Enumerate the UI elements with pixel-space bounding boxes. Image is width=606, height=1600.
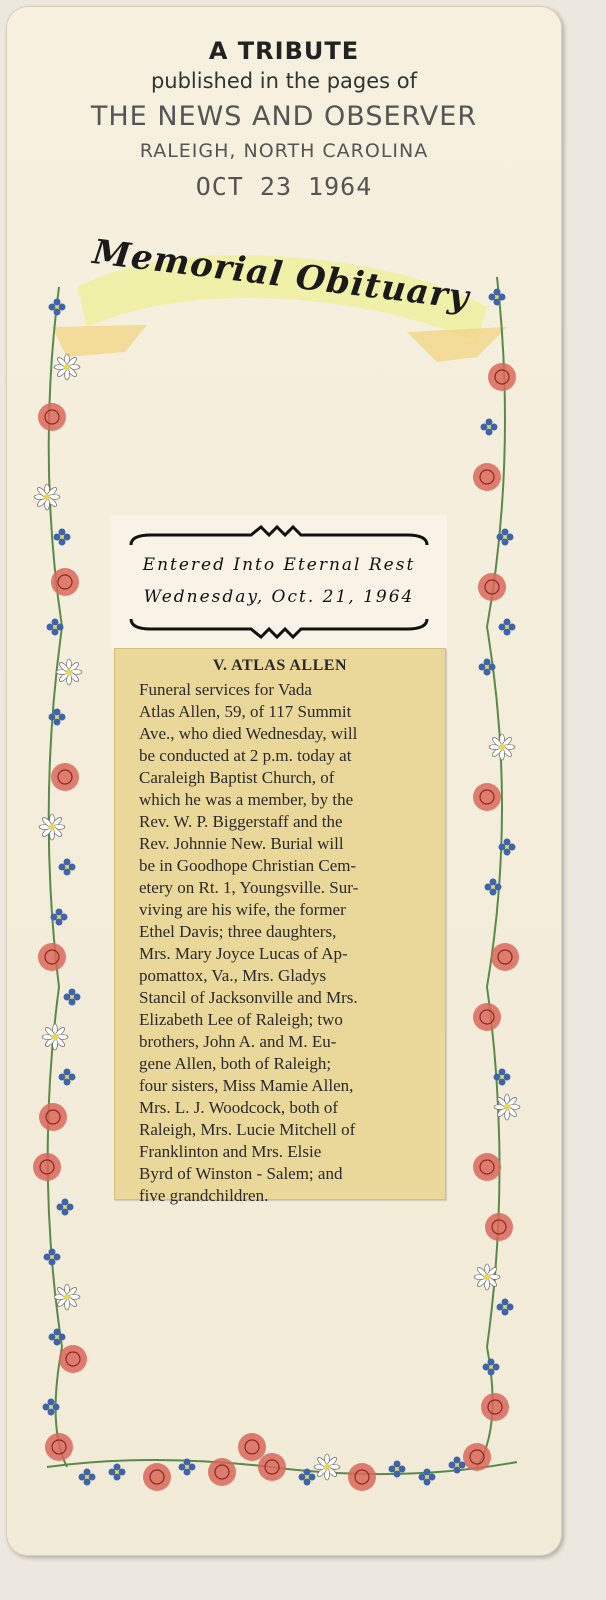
rose-flower bbox=[348, 1463, 376, 1491]
obituary-line: Ave., who died Wednesday, will bbox=[139, 724, 358, 743]
daisy-flower bbox=[42, 1024, 68, 1050]
banner-tail-left bbox=[52, 325, 147, 357]
daisy-flower bbox=[56, 659, 82, 685]
bookmark-card bbox=[6, 6, 562, 1556]
daisy-flower bbox=[54, 354, 80, 380]
rose-flower bbox=[238, 1433, 266, 1461]
rose-flower bbox=[258, 1453, 286, 1481]
rose-flower bbox=[51, 763, 79, 791]
rose-flower bbox=[208, 1458, 236, 1486]
banner-title: Memorial Obituary bbox=[90, 232, 472, 318]
forget-me-not-flower bbox=[419, 1469, 436, 1486]
forget-me-not-flower bbox=[43, 1399, 60, 1416]
rose-flower bbox=[45, 1433, 73, 1461]
notice-line-1: Entered Into Eternal Rest bbox=[142, 555, 416, 575]
obituary-line: Mrs. Mary Joyce Lucas of Ap- bbox=[139, 944, 348, 963]
obituary-line: gene Allen, both of Raleigh; bbox=[139, 1054, 332, 1073]
rose-flower bbox=[491, 943, 519, 971]
daisy-flower bbox=[489, 734, 515, 760]
rose-flower bbox=[39, 1103, 67, 1131]
forget-me-not-flower bbox=[109, 1464, 126, 1481]
obituary-line: which he was a member, by the bbox=[139, 790, 354, 809]
forget-me-not-flower bbox=[59, 859, 76, 876]
rose-flower bbox=[481, 1393, 509, 1421]
obituary-line: Rev. Johnnie New. Burial will bbox=[139, 834, 344, 853]
forget-me-not-flower bbox=[489, 289, 506, 306]
header-location: RALEIGH, NORTH CAROLINA bbox=[139, 140, 429, 162]
obituary-line: be in Goodhope Christian Cem- bbox=[139, 856, 357, 875]
header-date: OCT 23 1964 bbox=[195, 172, 373, 201]
eternal-rest-notice bbox=[111, 515, 447, 649]
rose-flower bbox=[488, 363, 516, 391]
obituary-line: Raleigh, Mrs. Lucie Mitchell of bbox=[139, 1120, 356, 1139]
forget-me-not-flower bbox=[481, 419, 498, 436]
rose-flower bbox=[473, 463, 501, 491]
banner-tail-right bbox=[407, 327, 507, 362]
obituary-line: four sisters, Miss Mamie Allen, bbox=[139, 1076, 354, 1095]
obituary-line: Atlas Allen, 59, of 117 Summit bbox=[139, 702, 352, 721]
obituary-title: V. ATLAS ALLEN bbox=[212, 657, 347, 674]
forget-me-not-flower bbox=[59, 1069, 76, 1086]
obituary-line: be conducted at 2 p.m. today at bbox=[139, 746, 352, 765]
obituary-line: viving are his wife, the former bbox=[139, 900, 346, 919]
obituary-line: Caraleigh Baptist Church, of bbox=[139, 768, 335, 787]
forget-me-not-flower bbox=[49, 299, 66, 316]
daisy-flower bbox=[54, 1284, 80, 1310]
header-tribute: A TRIBUTE bbox=[208, 37, 360, 65]
rose-flower bbox=[473, 1153, 501, 1181]
obituary-line: Mrs. L. J. Woodcock, both of bbox=[139, 1098, 338, 1117]
obituary-line: Stancil of Jacksonville and Mrs. bbox=[139, 988, 358, 1007]
obituary-line: brothers, John A. and M. Eu- bbox=[139, 1032, 337, 1051]
forget-me-not-flower bbox=[79, 1469, 96, 1486]
notice-line-2: Wednesday, Oct. 21, 1964 bbox=[143, 587, 415, 607]
rose-flower bbox=[59, 1345, 87, 1373]
rose-flower bbox=[51, 568, 79, 596]
obituary-line: pomattox, Va., Mrs. Gladys bbox=[139, 966, 327, 985]
header-published: published in the pages of bbox=[150, 69, 418, 93]
daisy-flower bbox=[494, 1094, 520, 1120]
obituary-line: Byrd of Winston - Salem; and bbox=[139, 1164, 343, 1183]
obituary-line: Franklinton and Mrs. Elsie bbox=[139, 1142, 322, 1161]
rose-flower bbox=[478, 573, 506, 601]
forget-me-not-flower bbox=[54, 529, 71, 546]
rose-flower bbox=[38, 403, 66, 431]
daisy-flower bbox=[474, 1264, 500, 1290]
rose-flower bbox=[38, 943, 66, 971]
rose-flower bbox=[473, 783, 501, 811]
obituary-line: Rev. W. P. Biggerstaff and the bbox=[139, 812, 343, 831]
header-newspaper: THE NEWS AND OBSERVER bbox=[90, 101, 478, 132]
rose-flower bbox=[485, 1213, 513, 1241]
forget-me-not-flower bbox=[64, 989, 81, 1006]
obituary-line: five grandchildren. bbox=[139, 1186, 269, 1205]
newspaper-clipping bbox=[114, 648, 446, 1205]
rose-flower bbox=[463, 1443, 491, 1471]
forget-me-not-flower bbox=[483, 1359, 500, 1376]
obituary-line: Elizabeth Lee of Raleigh; two bbox=[139, 1010, 343, 1029]
obituary-body bbox=[139, 679, 434, 1207]
forget-me-not-flower bbox=[499, 619, 516, 636]
rose-flower bbox=[473, 1003, 501, 1031]
forget-me-not-flower bbox=[497, 1299, 514, 1316]
obituary-line: Ethel Davis; three daughters, bbox=[139, 922, 337, 941]
rose-flower bbox=[143, 1463, 171, 1491]
daisy-flower bbox=[39, 814, 65, 840]
forget-me-not-flower bbox=[49, 1329, 66, 1346]
obituary-line: etery on Rt. 1, Youngsville. Sur- bbox=[139, 878, 359, 897]
obituary-line: Funeral services for Vada bbox=[139, 680, 312, 699]
rose-flower bbox=[33, 1153, 61, 1181]
daisy-flower bbox=[34, 484, 60, 510]
daisy-flower bbox=[314, 1454, 340, 1480]
forget-me-not-flower bbox=[44, 1249, 61, 1266]
notice-ornament bbox=[111, 515, 447, 649]
forget-me-not-flower bbox=[57, 1199, 74, 1216]
